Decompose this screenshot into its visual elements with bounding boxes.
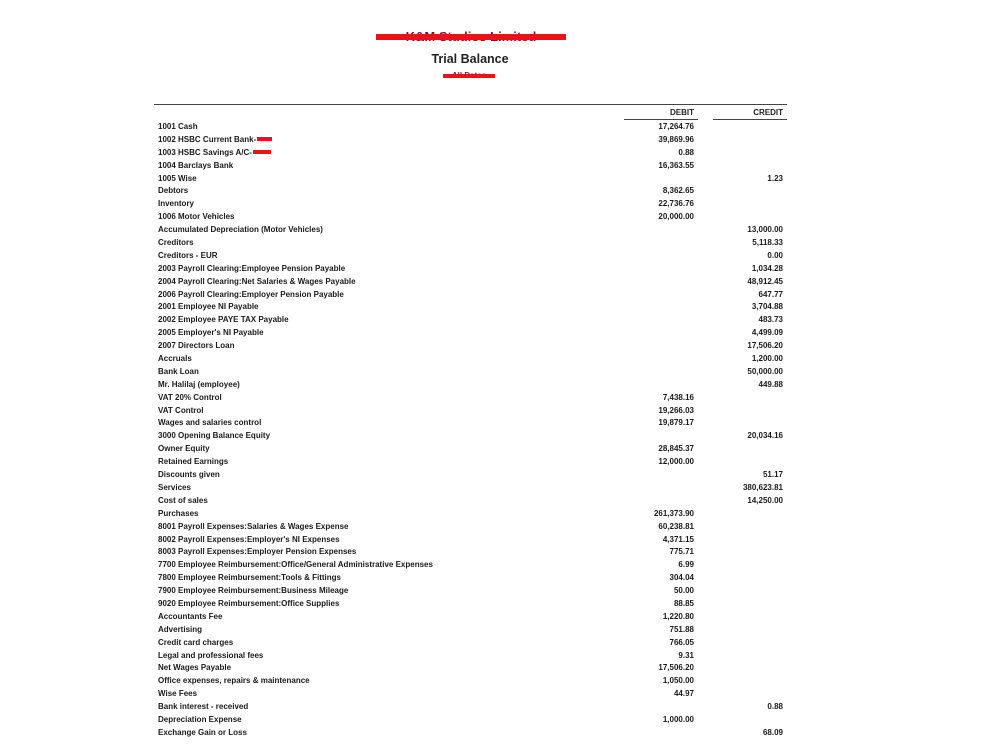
account-name-text: Accruals [158,354,192,364]
table-row [158,263,787,276]
account-name [158,650,263,663]
account-name [158,353,192,366]
account-name [158,430,270,443]
credit-amount: 17,506.20 [747,341,783,351]
debit-header-underline [624,119,698,120]
table-row [158,289,787,302]
redaction-bar [257,137,272,141]
debit-amount: 28,845.37 [658,444,694,454]
table-row [158,327,787,340]
table-row [158,534,787,547]
account-name-text: Exchange Gain or Loss [158,727,247,737]
table-row [158,417,787,430]
table-row [158,185,787,198]
account-name [158,417,261,430]
debit-amount: 775.71 [669,547,694,557]
debit-amount: 44.97 [673,689,694,699]
account-name [158,572,341,585]
account-name-text: 8002 Payroll Expenses:Employer's NI Expenses [158,534,340,544]
credit-amount: 14,250.00 [747,495,783,505]
debit-amount: 17,264.76 [658,122,694,131]
account-name-text: 7800 Employee Reimbursement:Tools & Fittings [158,573,342,583]
table-row [158,598,787,611]
credit-amount: 3,704.88 [751,302,783,312]
table-row [158,572,787,585]
account-name [158,469,220,482]
report-title: Trial Balance [431,52,509,66]
table-row [158,314,787,327]
account-name [158,276,356,289]
credit-column-header: CREDIT [753,108,783,117]
debit-amount: 751.88 [669,624,694,634]
debit-amount: 39,869.96 [658,134,694,144]
table-row [158,637,787,650]
credit-amount: 1,200.00 [751,354,783,364]
account-name-text: 1003 HSBC Savings A/C- [158,147,252,157]
account-name [158,521,348,534]
account-name [158,173,197,186]
account-name-text: 1005 Wise [158,173,197,183]
table-row [158,147,787,160]
account-name [158,198,194,211]
account-name [158,443,210,456]
table-row [158,482,787,495]
credit-amount: 20,034.16 [747,431,783,441]
account-name-text: 9020 Employee Reimbursement:Office Supplies [158,598,340,608]
table-row [158,173,787,186]
account-name-text: 2005 Employer's NI Payable [158,328,264,338]
account-name [158,611,222,624]
account-name [158,301,259,314]
account-name [158,250,218,263]
debit-amount: 12,000.00 [658,457,694,467]
account-name-text: Net Wages Payable [158,663,232,673]
account-name-text: 7700 Employee Reimbursement:Office/General Administrative Expenses [158,560,433,570]
debit-amount: 1,000.00 [662,714,694,724]
table-row [158,443,787,456]
debit-amount: 7,438.16 [662,392,694,402]
account-name [158,598,339,611]
account-name-text: VAT 20% Control [158,392,222,402]
debit-amount: 261,373.90 [653,508,694,518]
account-name-text: 2003 Payroll Clearing:Employee Pension Payable [158,263,346,273]
report-subtitle [443,71,495,81]
account-name [158,263,345,276]
account-name [158,727,247,740]
credit-amount: 647.77 [758,289,783,299]
table-row [158,198,787,211]
account-name-text: Accumulated Depreciation (Motor Vehicles) [158,225,323,235]
account-name-text: Discounts given [158,470,220,480]
account-name-text: Wise Fees [158,689,198,699]
debit-amount: 0.88 [678,147,694,157]
table-row [158,405,787,418]
account-name [158,289,344,302]
account-name-text: 1002 HSBC Current Bank- [158,134,257,144]
redaction-bar [443,74,495,78]
account-name [158,508,198,521]
table-row [158,211,787,224]
account-name [158,456,228,469]
header-rule [154,104,787,105]
debit-amount: 20,000.00 [658,212,694,222]
table-row [158,276,787,289]
table-row [158,714,787,727]
table-row [158,495,787,508]
account-name [158,688,197,701]
table-row [158,688,787,701]
debit-amount: 6.99 [678,560,694,570]
table-row [158,559,787,572]
account-name-text: 8003 Payroll Expenses:Employer Pension Expenses [158,547,357,557]
account-name-text: 1001 Cash [158,122,198,131]
debit-amount: 8,362.65 [662,186,694,196]
account-name-text: Bank Loan [158,366,199,376]
credit-amount: 50,000.00 [747,366,783,376]
account-name-text: Credit card charges [158,637,234,647]
table-row [158,469,787,482]
credit-amount: 380,623.81 [742,482,783,492]
account-name [158,482,191,495]
account-name [158,546,356,559]
account-name-text: 7900 Employee Reimbursement:Business Mileage [158,586,349,596]
account-name-text: Depreciation Expense [158,714,242,724]
account-name [158,121,198,134]
credit-amount: 1.23 [767,173,783,183]
account-name-text: Services [158,482,191,492]
credit-amount: 483.73 [758,315,783,325]
account-name [158,392,222,405]
table-row [158,160,787,173]
account-name [158,237,194,250]
account-name-text: Owner Equity [158,444,210,454]
account-name-text: Creditors - EUR [158,250,218,260]
redaction-bar [376,34,566,40]
account-name-text: 2002 Employee PAYE TAX Payable [158,315,289,325]
account-name-text: Advertising [158,624,203,634]
debit-amount: 17,506.20 [658,663,694,673]
debit-amount: 9.31 [678,650,694,660]
company-name [376,30,566,44]
account-name [158,637,233,650]
account-name [158,211,234,224]
account-name-text: Office expenses, repairs & maintenance [158,676,310,686]
account-name-text: Legal and professional fees [158,650,264,660]
debit-amount: 304.04 [669,573,694,583]
table-row [158,121,787,134]
debit-amount: 19,879.17 [658,418,694,428]
account-name [158,340,234,353]
table-row [158,301,787,314]
account-name-text: 2004 Payroll Clearing:Net Salaries & Wages Payable [158,276,356,286]
account-name [158,495,208,508]
credit-amount: 13,000.00 [747,225,783,235]
credit-amount: 51.17 [762,470,783,480]
account-name-text: 8001 Payroll Expenses:Salaries & Wages Expense [158,521,349,531]
table-row [158,353,787,366]
account-name-text: Bank interest - received [158,702,249,712]
table-row [158,430,787,443]
table-row [158,727,787,740]
table-row [158,701,787,714]
account-name-text: 3000 Opening Balance Equity [158,431,271,441]
debit-amount: 766.05 [669,637,694,647]
account-name-text: 1004 Barclays Bank [158,160,234,170]
table-row [158,611,787,624]
redaction-bar [253,150,271,154]
credit-amount: 68.09 [762,727,783,737]
account-name-text: Retained Earnings [158,457,229,467]
credit-amount: 449.88 [758,379,783,389]
account-name [158,534,340,547]
account-name [158,379,240,392]
credit-amount: 1,034.28 [751,263,783,273]
account-name [158,405,203,418]
table-row [158,392,787,405]
account-name-text: Accountants Fee [158,611,223,621]
table-row [158,340,787,353]
debit-amount: 88.85 [673,598,694,608]
account-name-text: 2001 Employee NI Payable [158,302,259,312]
table-row [158,521,787,534]
account-name [158,314,289,327]
debit-amount: 22,736.76 [658,199,694,209]
account-name [158,701,248,714]
credit-amount: 4,499.09 [751,328,783,338]
table-row [158,237,787,250]
account-name [158,134,272,147]
account-name [158,147,271,160]
table-row [158,456,787,469]
account-name-text: Mr. Halilaj (employee) [158,379,240,389]
table-row [158,650,787,663]
account-name [158,185,188,198]
debit-amount: 50.00 [673,586,694,596]
debit-amount: 16,363.55 [658,160,694,170]
account-name [158,366,199,379]
debit-amount: 60,238.81 [658,521,694,531]
table-row [158,662,787,675]
account-name [158,675,310,688]
account-name [158,224,323,237]
account-name-text: Purchases [158,508,199,518]
table-row [158,379,787,392]
account-name [158,714,242,727]
account-name [158,585,348,598]
account-name-text: Creditors [158,238,194,248]
account-name [158,327,264,340]
table-row [158,624,787,637]
table-row [158,546,787,559]
debit-amount: 1,220.80 [662,611,694,621]
credit-amount: 0.00 [767,250,783,260]
table-row [158,250,787,263]
trial-balance-table [158,121,787,740]
credit-amount: 5,118.33 [752,238,783,248]
account-name-text: Cost of sales [158,495,208,505]
account-name [158,624,202,637]
debit-column-header: DEBIT [670,108,694,117]
debit-amount: 4,371.15 [662,534,694,544]
account-name [158,662,231,675]
account-name [158,559,433,572]
table-row [158,508,787,521]
credit-header-underline [713,119,787,120]
credit-amount: 48,912.45 [747,276,783,286]
table-row [158,134,787,147]
debit-amount: 1,050.00 [662,676,694,686]
account-name [158,160,233,173]
table-row [158,585,787,598]
account-name-text: Wages and salaries control [158,418,262,428]
account-name-text: 2006 Payroll Clearing:Employer Pension Payable [158,289,344,299]
account-name-text: VAT Control [158,405,204,415]
table-row [158,675,787,688]
account-name-text: 2007 Directors Loan [158,341,235,351]
account-name-text: Inventory [158,199,195,209]
account-name-text: 1006 Motor Vehicles [158,212,235,222]
table-row [158,224,787,237]
account-name-text: Debtors [158,186,189,196]
debit-amount: 19,266.03 [658,405,694,415]
credit-amount: 0.88 [767,702,783,712]
table-row [158,366,787,379]
